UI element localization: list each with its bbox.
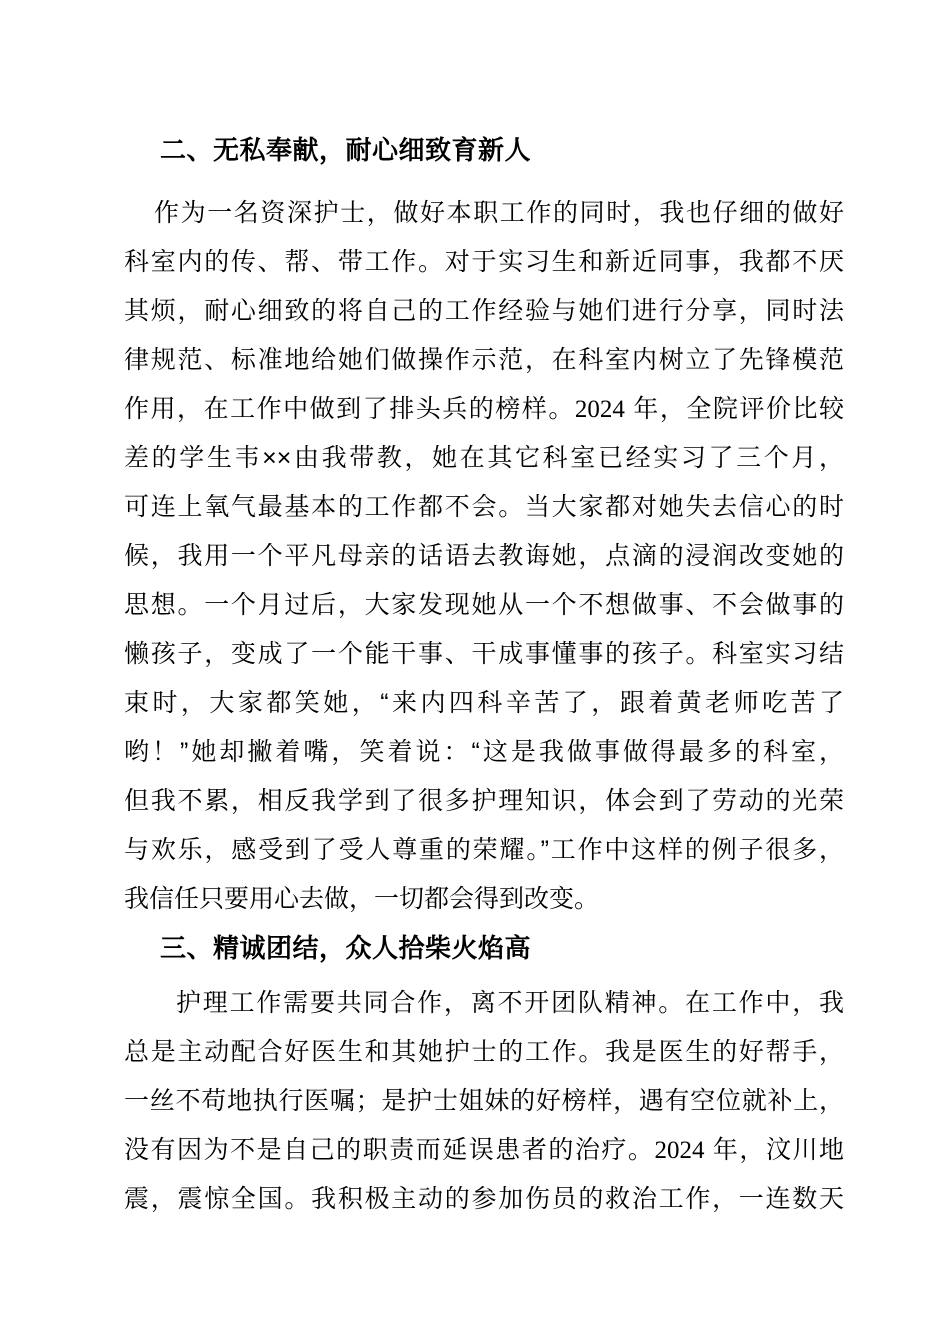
text-line: 候，我用一个平凡母亲的话语去教诲她，点滴的浸润改变她的 [124, 542, 844, 570]
text-line: 作用，在工作中做到了排头兵的榜样。2024 年，全院评价比较 [124, 395, 844, 423]
document-section [124, 126, 844, 924]
text-line: 科室内的传、帮、带工作。对于实习生和新近同事，我都不厌 [124, 248, 844, 276]
text-line: 束时，大家都笑她，“来内四科辛苦了，跟着黄老师吃苦了 [124, 689, 844, 717]
text-line: 没有因为不是自己的职责而延误患者的治疗。2024 年，汶川地 [124, 1136, 844, 1164]
text-line: 作为一名资深护士，做好本职工作的同时，我也仔细的做好 [154, 199, 844, 227]
document-section [124, 924, 844, 1224]
text-line: 总是主动配合好医生和其她护士的工作。我是医生的好帮手， [124, 1038, 844, 1066]
text-line: 律规范、标准地给她们做操作示范，在科室内树立了先锋模范 [124, 346, 844, 374]
text-line: 护理工作需要共同合作，离不开团队精神。在工作中，我 [176, 989, 844, 1017]
text-line: 一丝不苟地执行医嘱；是护士姐妹的好榜样，遇有空位就补上， [124, 1087, 844, 1115]
text-line: 可连上氧气最基本的工作都不会。当大家都对她失去信心的时 [124, 493, 844, 521]
text-line: 但我不累，相反我学到了很多护理知识，体会到了劳动的光荣 [124, 787, 844, 815]
text-line: 与欢乐，感受到了受人尊重的荣耀。”工作中这样的例子很多， [124, 836, 844, 864]
text-line: 哟！”她却撇着嘴，笑着说：“这是我做事做得最多的科室， [124, 738, 844, 766]
text-line: 懒孩子，变成了一个能干事、干成事懂事的孩子。科室实习结 [124, 640, 844, 668]
text-line: 思想。一个月过后，大家发现她从一个不想做事、不会做事的 [124, 591, 844, 619]
text-line: 差的学生韦××由我带教，她在其它科室已经实习了三个月， [124, 444, 844, 472]
latin-digits: 2024 [574, 396, 625, 423]
document-content [124, 126, 844, 1224]
text-line: 震，震惊全国。我积极主动的参加伤员的救治工作，一连数天 [124, 1185, 844, 1213]
section-heading: 三、精诚团结，众人拾柴火焰高 [160, 933, 532, 963]
section-heading: 二、无私奉献，耐心细致育新人 [160, 135, 532, 165]
text-line: 其烦，耐心细致的将自己的工作经验与她们进行分享，同时法 [124, 297, 844, 325]
latin-digits: 2024 [654, 1137, 705, 1164]
text-line: 我信任只要用心去做，一切都会得到改变。 [124, 885, 600, 913]
